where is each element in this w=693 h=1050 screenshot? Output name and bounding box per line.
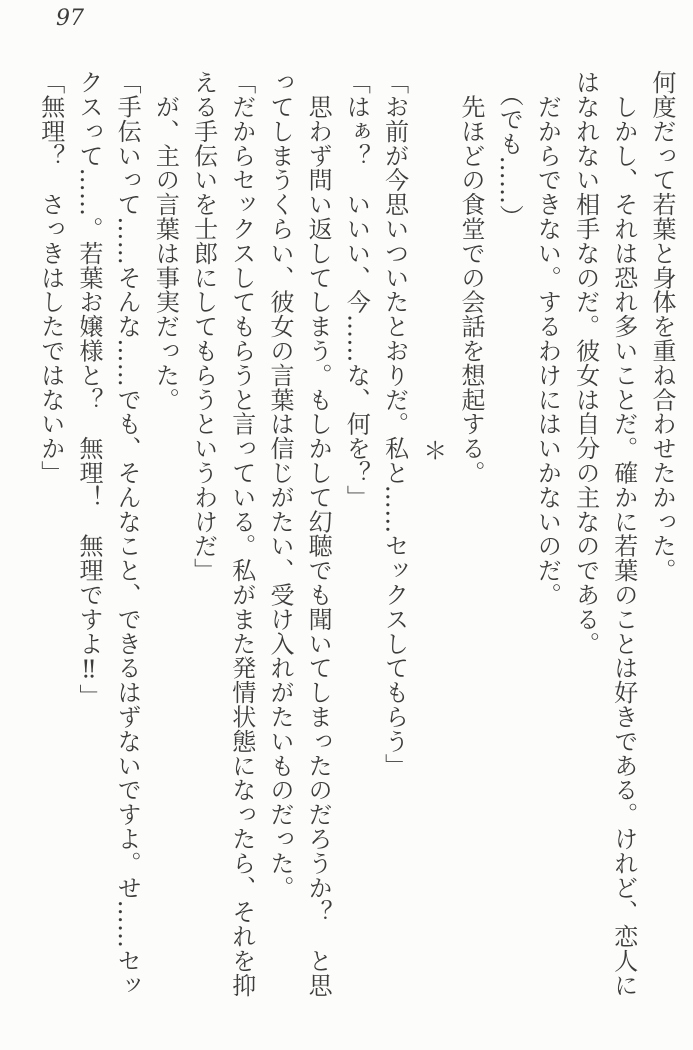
text-line: 何度だって若葉と身体を重ね合わせたかった。 <box>648 70 676 583</box>
text-line: しかし、それは恐れ多いことだ。確かに若葉のことは好きである。けれど、恋人に <box>609 70 638 998</box>
text-line: だからできない。するわけにはいかないのだ。 <box>533 70 562 607</box>
page-number: 97 <box>56 6 84 31</box>
text-line: が、主の言葉は事実だった。 <box>151 70 180 412</box>
text-line: ってしまうくらい、彼女の言葉は信じがたい、受け入れがたいものだった。 <box>265 70 294 900</box>
text-line: 「手伝いって……そんな……でも、そんなこと、できるはずないですよ。せ……セッ <box>113 70 142 998</box>
text-body <box>29 70 681 1012</box>
text-line: はなれない相手なのだ。彼女は自分の主なのである。 <box>571 70 600 656</box>
text-line: 「はぁ？ いいい、今……な、何を？」 <box>342 70 371 510</box>
text-line: （でも……） <box>495 70 524 229</box>
text-line: 「だからセックスしてもらうと言っている。私がまた発情状態になったら、それを抑 <box>227 70 256 998</box>
text-line: える手伝いを士郎にしてもらうというわけだ」 <box>189 70 218 583</box>
text-line: 先ほどの食堂での会話を想起する。 <box>456 70 485 485</box>
text-line: 思わず問い返してしまう。もしかして幻聴でも聞いてしまったのだろうか？ と思 <box>304 70 333 998</box>
section-separator-asterisk: ＊ <box>418 438 447 463</box>
text-line: 「無理？ さっきはしたではないか」 <box>36 70 65 485</box>
text-line: クスって……。若葉お嬢様と？ 無理！ 無理ですよ‼」 <box>74 70 103 709</box>
text-line: 「お前が今思いついたとおりだ。私と……セックスしてもらう」 <box>380 70 409 778</box>
